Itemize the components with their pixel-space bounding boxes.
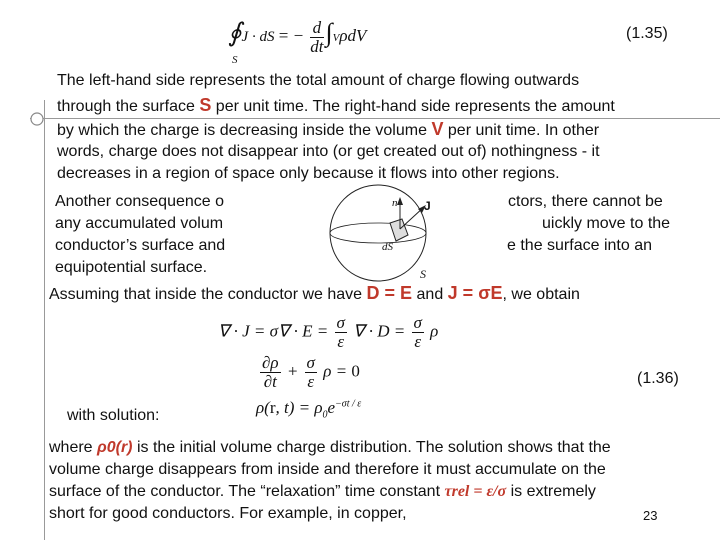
equation-number-1-36: (1.36) [637, 370, 679, 387]
paragraph1-line2: through the surface S per unit time. The right-hand side represents the amount [57, 95, 615, 115]
paragraph4-line3: surface of the conductor. The “relaxation” time constant τrel = ε/σ is extremely [49, 483, 596, 500]
continuity-equation: $\frac{\partial\rho}{\partial t}$ + $\frac{\sigma}{\varepsilon}$ ρ = 0 [262, 353, 360, 391]
divergence-equation: ∇ · J = σ∇ · E = $\frac{\sigma}{\varepsilon}$ ∇ · D = $\frac{\sigma}{\varepsilon}$ ρ [218, 313, 439, 351]
paragraph2-line1-right: ctors, there cannot be [508, 193, 663, 210]
paragraph1-line4: words, charge does not disappear into (or get created out of) nothingness - it [57, 143, 600, 160]
solution-label: with solution: [67, 407, 160, 424]
paragraph1-line1: The left-hand side represents the total amount of charge flowing outwards [57, 72, 580, 89]
paragraph3: Assuming that inside the conductor we have D = E and J = σE, we obtain [49, 283, 580, 303]
paragraph4-line1: where ρ0(r) is the initial volume charge distribution. The solution shows that the [49, 439, 611, 456]
page-number: 23 [643, 508, 658, 523]
surface-element-label: dS [382, 241, 393, 253]
paragraph2-line2-right: uickly move to the [542, 215, 671, 232]
surface-label: S [420, 267, 426, 281]
current-density-label: J [424, 199, 431, 213]
paragraph4-line2: volume charge disappears from inside and therefore it must accumulate on the [49, 461, 606, 478]
equation-number-1-35: (1.35) [626, 25, 668, 42]
normal-vector-label: n [392, 197, 398, 209]
paragraph2-line4: equipotential surface. [55, 259, 208, 276]
paragraph2-line1-left: Another consequence o [55, 193, 225, 210]
paragraph1-line5: decreases in a region of space only because it flows into other regions. [57, 165, 560, 182]
paragraph2-line3-right: e the surface into an [507, 237, 652, 254]
paragraph4-line4: short for good conductors. For example, in copper, [49, 505, 407, 522]
paragraph2-line2-left: any accumulated volum [55, 215, 224, 232]
equation-1-35: ∮J · dS = − $\frac{d}{dt}$ ∫VρdV S [228, 17, 367, 66]
paragraph1-line3: by which the charge is decreasing inside the volume V per unit time. In other [57, 119, 600, 139]
sphere-figure [300, 183, 500, 283]
decorative-vertical-rule [44, 100, 45, 540]
solution-equation: ρ(r, $t) = \rho_0e^{-\sigma t / \varepsilon}$ [256, 398, 362, 421]
decorative-circle-icon [28, 110, 46, 128]
paragraph2-line3-left: conductor’s surface and [55, 237, 226, 254]
